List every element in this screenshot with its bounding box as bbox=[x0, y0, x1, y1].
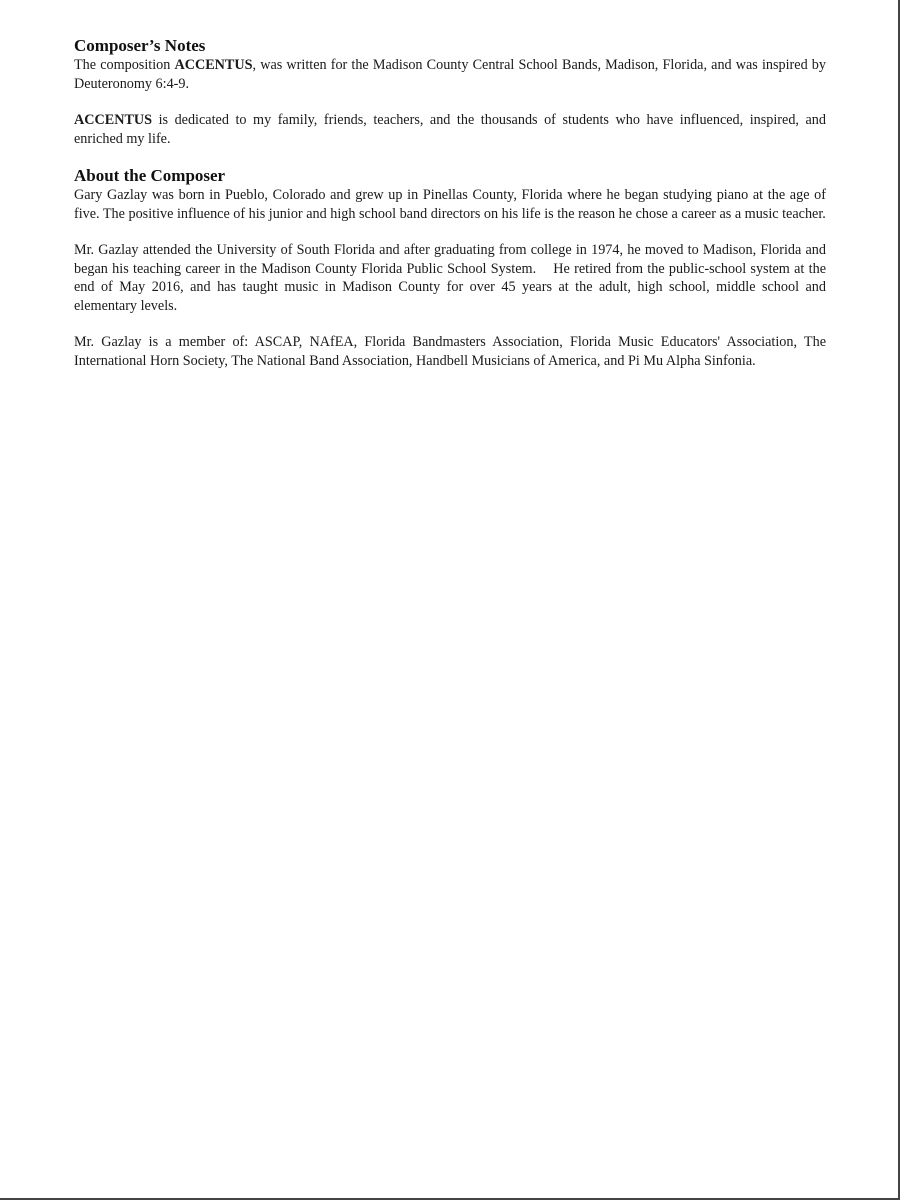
spacer bbox=[74, 148, 826, 166]
about-paragraph-2: Mr. Gazlay attended the University of South Florida and after graduating from college in 1974, he moved to Madison, Florida and began his teaching career in the Madison County Florida Public School System. He retired from the public-school system at the end of May 2016, and has taught music in Madison County for over 45 years at the adult, high school, middle school and elementary levels. bbox=[74, 242, 830, 314]
notes-p2-title-bold: ACCENTUS bbox=[74, 112, 153, 128]
about-paragraph-3: Mr. Gazlay is a member of: ASCAP, NAfEA, Florida Bandmasters Association, Florida Music Educators' Association, The International Horn Society, The National Band Association, Handbell Musicians of America, and Pi Mu Alpha Sinfonia. bbox=[74, 334, 826, 369]
about-paragraph-1: Gary Gazlay was born in Pueblo, Colorado and grew up in Pinellas County, Florida where he began studying piano at the age of five. The positive influence of his junior and high school band directors on his life is the reason he chose a career as a music teacher. bbox=[74, 187, 826, 222]
notes-p1-title-bold: ACCENTUS bbox=[174, 57, 253, 73]
page-content bbox=[74, 36, 830, 370]
spacer bbox=[74, 315, 826, 333]
notes-paragraph-1 bbox=[74, 56, 826, 93]
notes-p1-text-start: The composition bbox=[74, 57, 175, 73]
notes-paragraph-2 bbox=[74, 111, 826, 148]
about-composer-heading: About the Composer bbox=[74, 166, 226, 185]
spacer bbox=[74, 223, 826, 241]
notes-p2-text: is dedicated to my family, friends, teachers, and the thousands of students who have influenced, inspired, and enriched my life. bbox=[74, 112, 826, 147]
notes-p1-text-end: , was written for the Madison County Central School Bands, Madison, Florida, and was inspired by Deuteronomy 6:4-9. bbox=[74, 57, 826, 92]
composers-notes-heading: Composer’s Notes bbox=[74, 36, 206, 55]
spacer bbox=[74, 93, 826, 111]
